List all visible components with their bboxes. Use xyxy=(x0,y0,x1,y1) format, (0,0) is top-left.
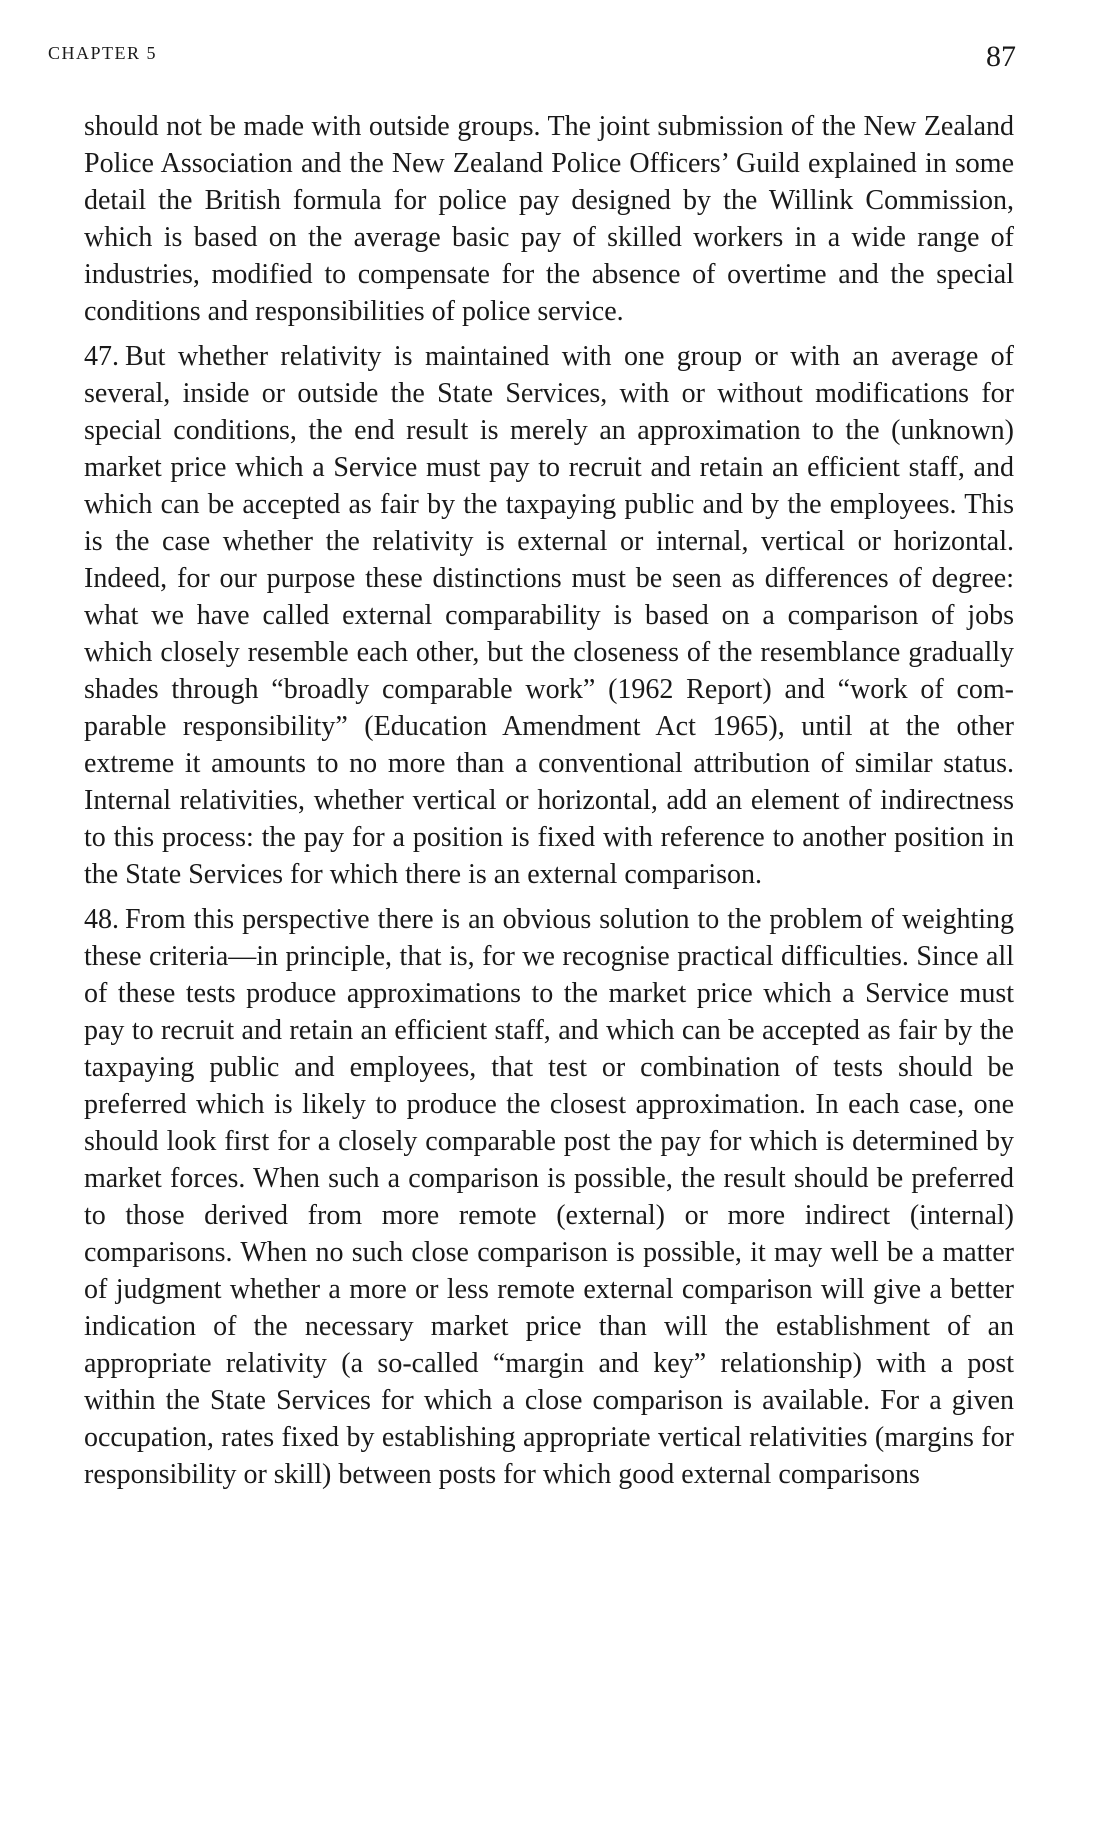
chapter-label: CHAPTER 5 xyxy=(48,43,158,63)
paragraph-text: From this perspective there is an obvious solution to the problem of weighting these criteria—in principle, that is, for we recognise practical difficulties. Since all of these tests produce approximations to the market price which a Service must pay to recruit and retain an efficient staff, and which can be accepted as fair by the taxpaying public and employees, that test or combination of tests should be preferred which is likely to produce the closest approximation. In each case, one should look first for a closely comparable post the pay for which is determined by market forces. When such a comparison is possible, the result should be preferred to those derived from more remote (external) or more indirect (internal) comparisons. When no such close comparison is possible, it may well be a matter of judgment whether a more or less remote external comparison will give a better indication of the necessary market price than will the establishment of an appropriate relativity (a so-called “margin and key” relationship) with a post within the State Services for which a close comparison is available. For a given occupation, rates fixed by establishing appropriate vertical relativities (margins for responsibility or skill) between posts for which good external comparisons xyxy=(84,904,1014,1490)
paragraph-48 xyxy=(84,901,1014,1493)
paragraph-number: 47. xyxy=(84,341,119,372)
paragraph-continued xyxy=(84,108,1014,330)
paragraph-47 xyxy=(84,338,1014,893)
paragraph-number: 48. xyxy=(84,904,119,935)
running-head xyxy=(48,40,1016,80)
paragraph-text: should not be made with outside groups. The joint submission of the New Zealand Police Association and the New Zealand Police Officers’ Guild explained in some detail the British formula for police pay designed by the Willink Commission, which is based on the average basic pay of skilled workers in a wide range of industries, modified to compensate for the absence of overtime and the special conditions and responsibilities of police service. xyxy=(84,111,1014,327)
body-text xyxy=(84,108,1014,1501)
page-number: 87 xyxy=(986,40,1016,73)
paragraph-text: But whether relativity is maintained with one group or with an average of several, inside or outside the State Services, with or without modifications for special conditions, the end result is merely an approximation to the (unknown) market price which a Service must pay to recruit and retain an efficient staff, and which can be accepted as fair by the taxpaying public and by the employees. This is the case whether the relativity is external or internal, vertical or horizontal. Indeed, for our purpose these distinctions must be seen as differences of degree: what we have called external comparability is based on a comparison of jobs which closely resemble each other, but the closeness of the resemblance gradually shades through “broadly comparable work” (1962 Report) and “work of comparable responsibility” (Education Amendment Act 1965), until at the other extreme it amounts to no more than a conventional attribution of similar status. Internal relativities, whether vertical or horizontal, add an element of indirectness to this process: the pay for a position is fixed with reference to another position in the State Services for which there is an external comparison. xyxy=(84,341,1014,890)
